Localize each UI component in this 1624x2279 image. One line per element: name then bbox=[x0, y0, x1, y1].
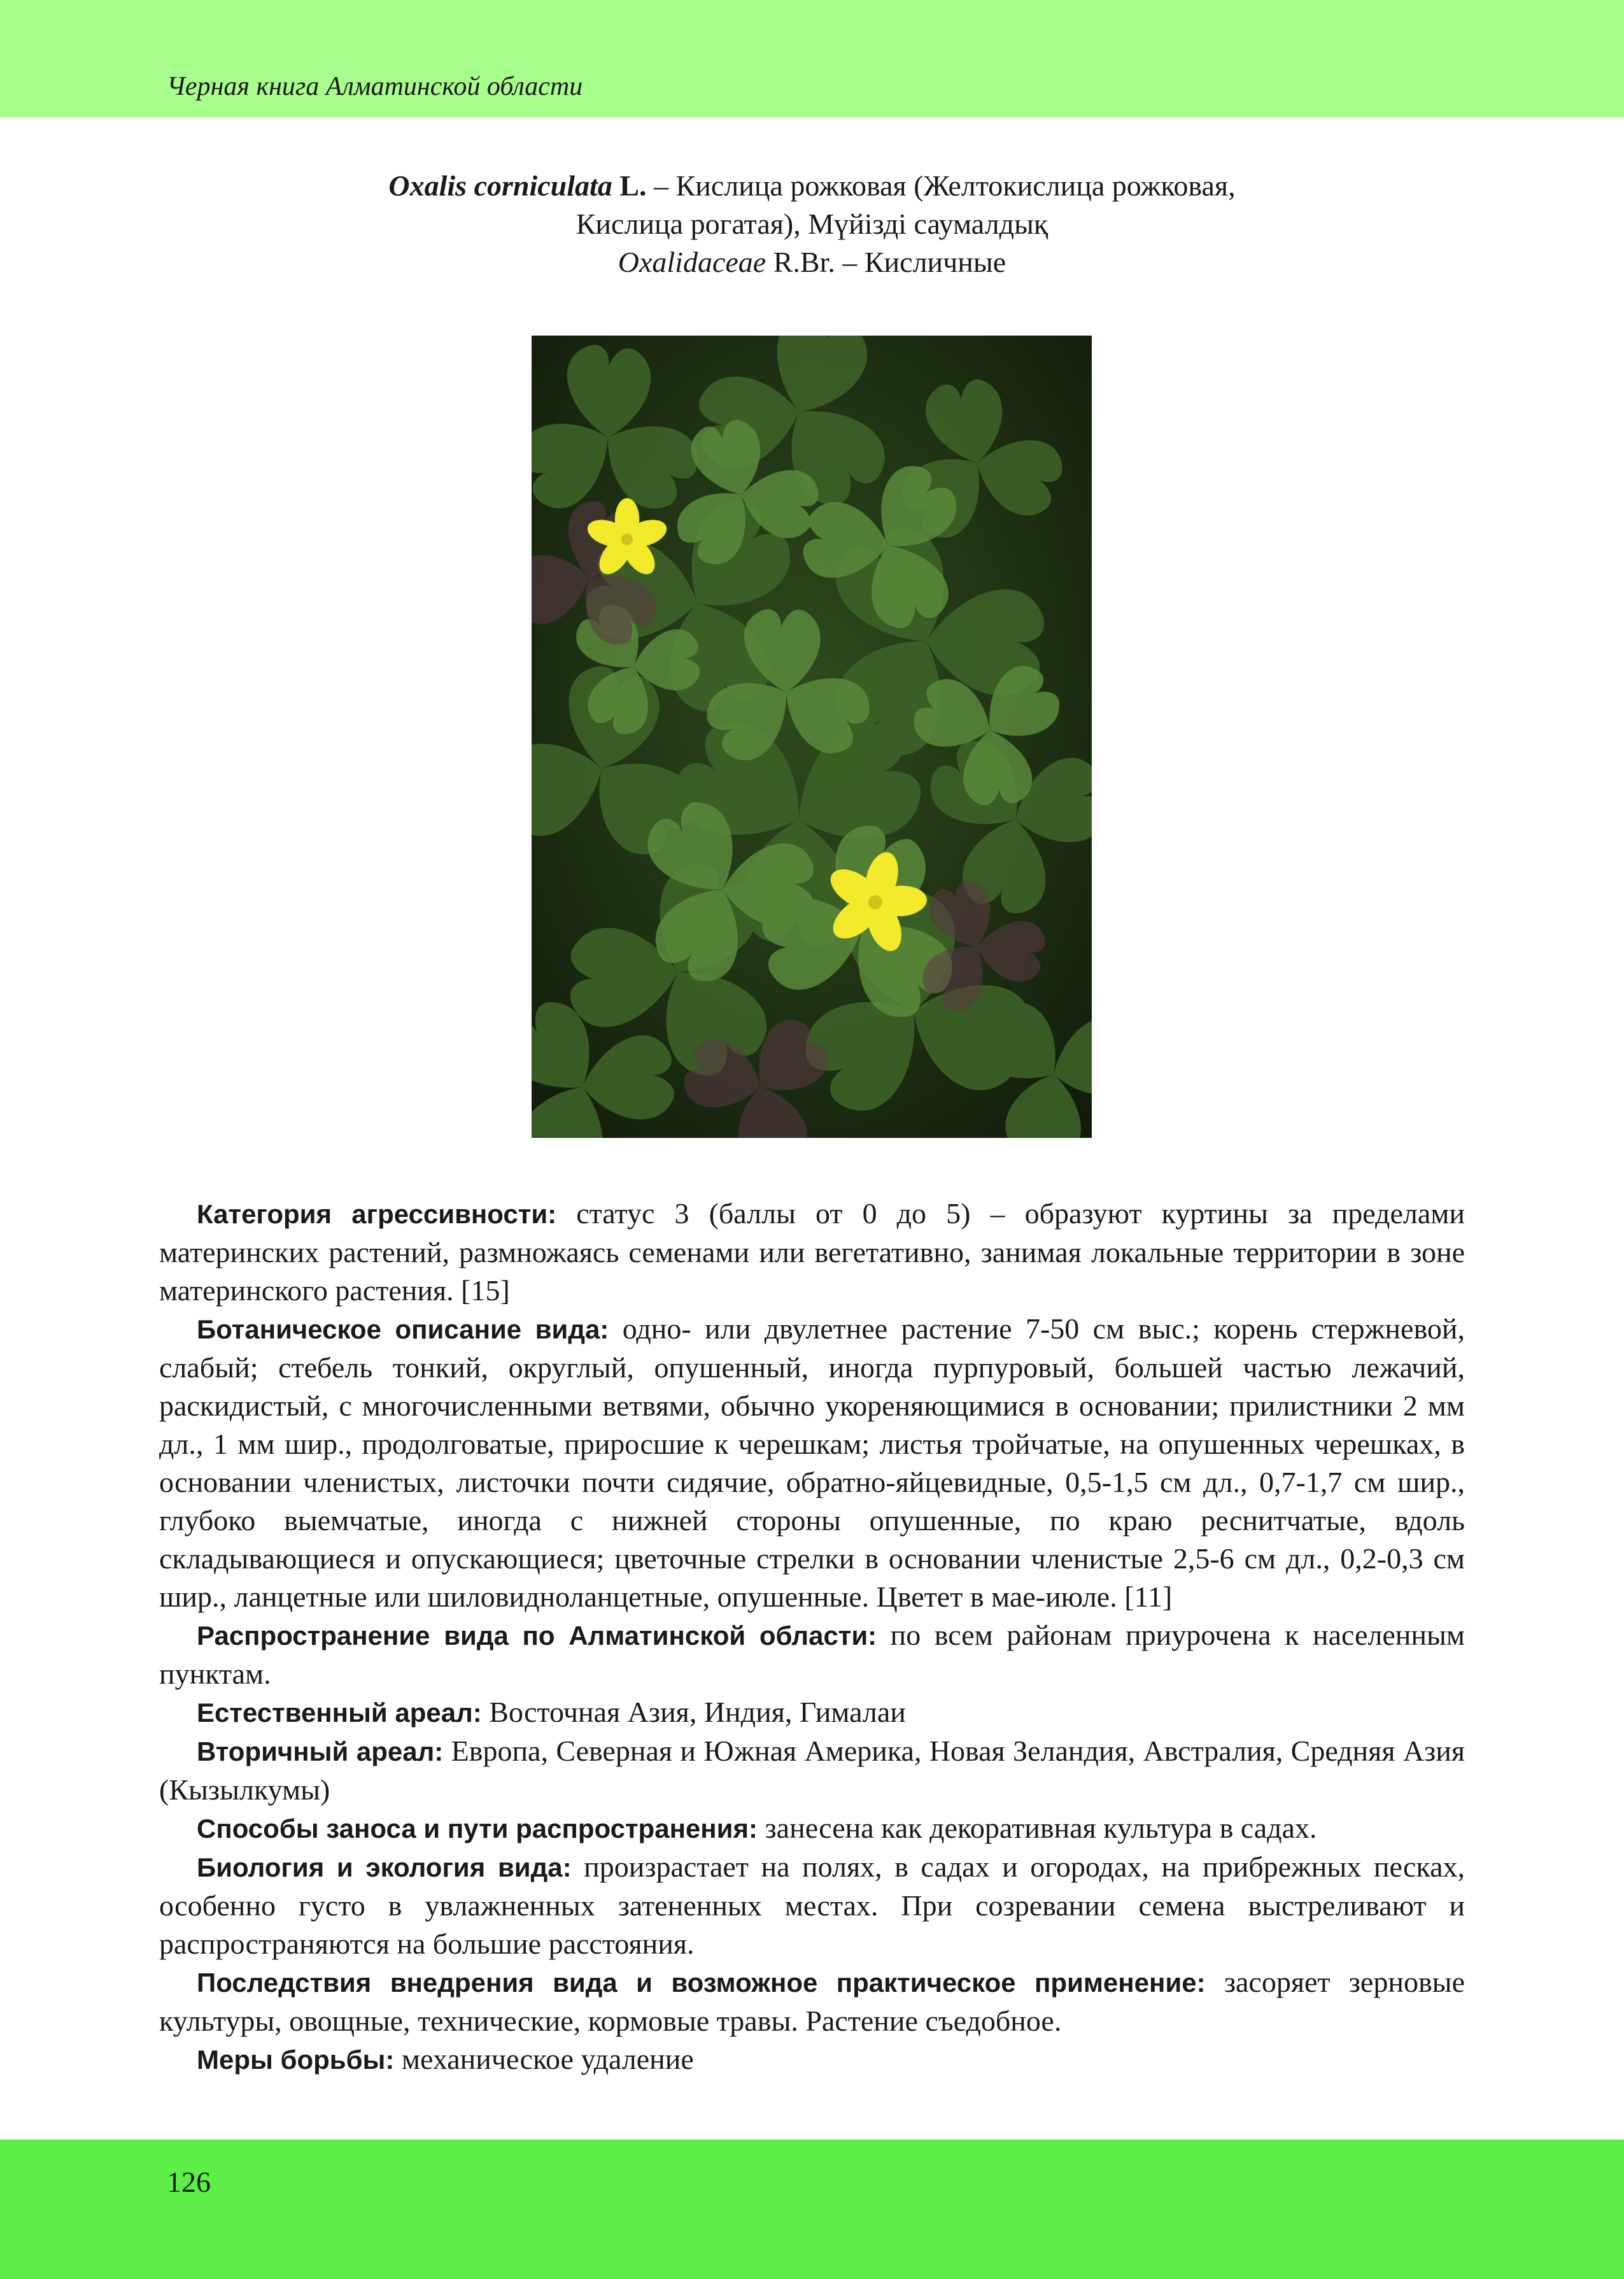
latin-name: Oxalis corniculata bbox=[388, 169, 612, 202]
section-label: Категория агрессивности: bbox=[197, 1199, 557, 1229]
section-text: одно- или двулетнее растение 7-50 см выс.; корень стержневой, слабый; стебель тонкий, округлый, опушенный, иногда пурпуровый, большей частью лежачий, раскидистый, с многочисленными ветвями, обычно укореняющимися в основании; прилистники 2 мм дл., 1 мм шир., продолговатые, приросшие к черешкам; листья тройчатые, на опушенных черешках, в основании членистых, листочки почти сидячие, обратно-яйцевидные, 0,5-1,5 см дл., 0,7-1,7 см шир., глубоко выемчатые, иногда с нижней стороны опушенные, по краю реснитчатые, вдоль складывающиеся и опускающиеся; цветочные стрелки в основании членистые 2,5-6 см дл., 0,2-0,3 см шир., ланцетные или шиловидноланцетные, опушенные. Цветет в мае-июле. [11] bbox=[159, 1312, 1465, 1613]
section-label: Способы заноса и пути распространения: bbox=[197, 1814, 758, 1843]
section-text: по всем районам приурочена к населенным пунктам. bbox=[159, 1619, 1465, 1690]
section-text: статус 3 (баллы от 0 до 5) – образуют куртины за пределами материнских растений, размножаясь семенами или вегетативно, занимая локальные территории в зоне материнского растения. [15] bbox=[159, 1197, 1465, 1307]
section-label: Распространение вида по Алматинской области: bbox=[197, 1621, 877, 1651]
section-label: Ботаническое описание вида: bbox=[197, 1314, 609, 1344]
section-label: Вторичный ареал: bbox=[197, 1736, 444, 1766]
section-label: Естественный ареал: bbox=[197, 1698, 482, 1728]
section-distribution-almaty bbox=[159, 1616, 1465, 1693]
page-number: 126 bbox=[167, 2166, 211, 2198]
section-secondary-range bbox=[159, 1732, 1465, 1809]
section-biology-ecology bbox=[159, 1848, 1465, 1963]
section-natural-range bbox=[159, 1693, 1465, 1732]
family-author: R.Br. – Кисличные bbox=[766, 246, 1006, 278]
section-label: Последствия внедрения вида и возможное практическое применение: bbox=[197, 1968, 1206, 1998]
section-text: произрастает на полях, в садах и огородах, на прибрежных песках, особенно густо в увлажненных затененных местах. При созревании семена выстреливают и распространяются на большие расстояния. bbox=[159, 1850, 1465, 1960]
section-text: механическое удаление bbox=[394, 2043, 694, 2075]
section-consequences bbox=[159, 1963, 1465, 2040]
book-title: Черная книга Алматинской области bbox=[167, 72, 583, 101]
species-title-line-1 bbox=[159, 167, 1465, 205]
section-botanical-description bbox=[159, 1310, 1465, 1616]
species-title bbox=[159, 167, 1465, 281]
footer-band bbox=[0, 2140, 1624, 2279]
section-introduction-pathways bbox=[159, 1809, 1465, 1848]
section-text: Восточная Азия, Индия, Гималаи bbox=[481, 1696, 906, 1728]
section-label: Меры борьбы: bbox=[197, 2045, 395, 2075]
section-aggressiveness bbox=[159, 1195, 1465, 1310]
family-line bbox=[159, 243, 1465, 281]
section-control-measures bbox=[159, 2040, 1465, 2079]
common-names-2: Кислица рогатая), Мүйізді саумалдық bbox=[575, 208, 1049, 240]
oxalis-photo bbox=[532, 336, 1092, 1138]
latin-author: L. bbox=[619, 169, 647, 202]
header-band bbox=[0, 0, 1624, 117]
oxalis-photo-illustration bbox=[532, 336, 1092, 1138]
common-names-1: – Кислица рожковая (Желтокислица рожковая, bbox=[646, 169, 1236, 202]
section-text: засоряет зерновые культуры, овощные, технические, кормовые травы. Растение съедобное. bbox=[159, 1966, 1465, 2037]
section-text: занесена как декоративная культура в садах. bbox=[757, 1812, 1317, 1844]
family-latin: Oxalidaceae bbox=[618, 246, 766, 278]
section-text: Европа, Северная и Южная Америка, Новая Зеландия, Австралия, Средняя Азия (Кызылкумы) bbox=[159, 1735, 1465, 1806]
section-label: Биология и экология вида: bbox=[197, 1852, 572, 1882]
species-description bbox=[159, 1195, 1465, 2079]
